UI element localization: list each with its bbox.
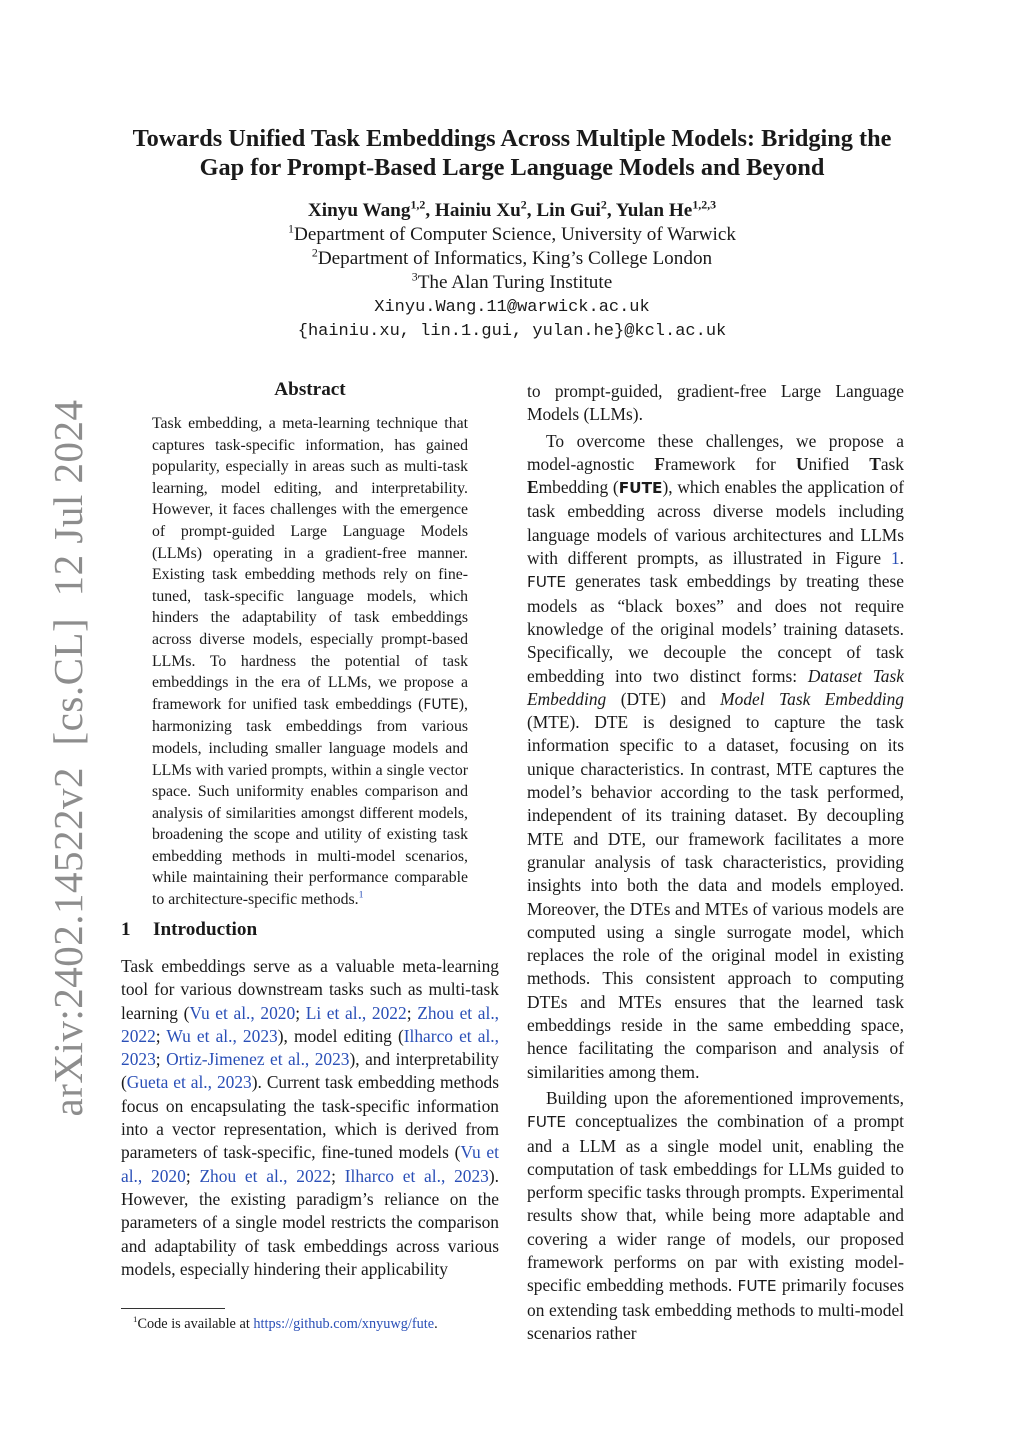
body-text: ), and interpretability ( [121,1049,499,1093]
footnote-divider [121,1308,225,1309]
section-title: Introduction [153,919,258,940]
body-text: generates task embeddings by treating these models as “black boxes” and does not require knowledge of the original models’ training datasets. Specifically, we decouple the concept of task embedding into two distinct forms: [527,571,904,686]
citation-separator: ; [185,1165,200,1186]
body-text: ). However, the existing paradigm’s reliance on the parameters of a single model restricts the comparison and adaptability of task embeddings across various models, especially hindering their applicability [121,1165,500,1279]
footnote [133,1314,513,1334]
body-text: ). Current task embedding methods focus on encapsulating the task-specific information into a vector representation, which is derived from parameters of task-specific, fine-tuned models ( [121,1072,499,1163]
paragraph [527,380,904,427]
code-repository-link[interactable]: https://github.com/xnyuwg/fute [253,1316,435,1332]
citation-link[interactable]: Ortiz-Jimenez et al., 2023 [166,1049,350,1070]
citation-link[interactable]: Ilharco et al., 2023 [121,1025,499,1070]
body-text: Building upon the aforementioned improvements, [546,1087,904,1108]
abstract-body [152,413,468,911]
abstract-heading: Abstract [274,379,346,400]
body-text: . [899,548,904,569]
footnote-number: 1 [133,1314,138,1325]
footnote-text: . [434,1316,438,1332]
acronym-letter: T [869,453,881,474]
author-name: Xinyu Wang [307,200,411,221]
acronym-letter: U [795,453,809,474]
body-text: primarily focuses on extending task embedding methods to multi-model scenarios rather [527,1275,904,1343]
citation-separator: ; [406,1002,418,1023]
introduction-paragraph [121,955,499,1281]
author-affiliation-mark: 1,2,3 [692,197,717,212]
body-text: mbedding ( [538,477,619,498]
author-separator: , [526,200,537,221]
title-line-1: Towards Unified Task Embeddings Across Multiple Models: Bridging the [132,125,892,152]
author-list [100,199,924,223]
citation-link[interactable]: Ilharco et al., 2023 [344,1165,489,1186]
body-text: (DTE) and [606,688,721,709]
citation-separator: ; [331,1165,345,1186]
affiliation-2 [100,247,924,271]
citation-link[interactable]: Zhou et al., 2022 [199,1165,332,1186]
affiliation-text: The Alan Turing Institute [417,272,613,293]
body-text: nified [808,453,870,474]
citation-link[interactable]: Li et al., 2022 [305,1002,407,1023]
section-number: 1 [121,919,131,940]
paper-title [100,125,924,182]
author-separator: , [425,200,435,221]
citation-separator: ; [155,1049,167,1070]
abstract-text: ), harmonizing task embeddings from various models, including smaller language models and LLMs with varied prompts, within a single vector space. Such uniformity enables comparison and analysis of similarities amongst different models, broadening the scope and utility of existing task embedding methods in multi-model scenarios, while maintaining their performance comparable to architecture-specific methods. [152,695,468,909]
abstract-text: Task embedding, a meta-learning technique that captures task-specific information, has gained popularity, especially in areas such as multi-task learning, model editing, and interpretability. However, it faces challenges with the emergence of prompt-guided Large Language Models (LLMs) operating in a gradient-free manner. Existing task embedding methods rely on fine-tuned, task-specific language models, which hinders the adaptability of task embeddings across diverse models, especially prompt-based LLMs. To hardness the potential of task embeddings in the era of LLMs, we propose a framework for unified task embeddings ( [152,415,468,713]
affiliation-text: Department of Informatics, King’s College London [317,248,713,269]
email-1: Xinyu.Wang.11@warwick.ac.uk [374,298,650,317]
body-text: ), which enables the application of task embedding across diverse models including language models of various architectures and LLMs with different prompts, as illustrated in Figure [527,477,904,569]
author-separator: , [606,200,616,221]
title-line-2: Gap for Prompt-Based Large Language Models and Beyond [199,153,825,181]
body-text: to prompt-guided, gradient-free Large Language Models (LLMs). [527,381,904,425]
arxiv-identifier: arXiv:2402.14522v2 [cs.CL] 12 Jul 2024 [45,399,91,1117]
term-dte: Dataset Task Embedding [527,665,904,709]
fute-acronym: FUTE [618,479,663,498]
fute-acronym: FUTE [737,1277,777,1296]
acronym-letter: F [654,453,665,474]
author-name: Hainiu Xu [434,200,521,221]
citation-link[interactable]: Zhou et al., 2022 [121,1002,500,1046]
body-text: Task embeddings serve as a valuable meta-learning tool for various downstream tasks such as multi-task learning ( [121,956,499,1023]
body-text: ask [880,453,904,474]
citation-link[interactable]: Vu et al., 2020 [121,1142,499,1186]
affiliation-1 [100,223,924,247]
paragraph [527,1087,904,1345]
citation-separator: ; [155,1025,167,1046]
author-name: Lin Gui [536,200,601,221]
paragraph [527,430,904,1084]
section-heading-introduction [121,918,257,942]
fute-acronym: FUTE [527,573,567,592]
author-affiliation-mark: 1,2 [410,197,426,212]
author-name: Yulan He [615,200,693,221]
body-text: To overcome these challenges, we propose a model-agnostic [527,430,904,474]
author-affiliation-mark: 2 [600,197,607,212]
author-affiliation-mark: 2 [520,197,527,212]
term-mte: Model Task Embedding [720,688,905,709]
citation-separator: ; [295,1002,306,1023]
footnote-text: Code is available at [137,1316,254,1332]
right-column-text [527,380,904,1345]
body-text: ramework for [664,453,796,474]
affiliation-mark: 3 [411,269,418,284]
body-text: conceptualizes the combination of a prompt and a LLM as a single model unit, enabling the computation of task embeddings for LLMs guided to perform specific tasks through prompts. Experimental results show that, while being more adaptable and covering a wider range of models, our proposed framework performs on par with existing model-specific embedding methods. [527,1111,904,1296]
email-2: {hainiu.xu, lin.1.gui, yulan.he}@kcl.ac.uk [297,322,727,341]
body-text: ), model editing ( [277,1025,404,1046]
affiliation-text: Department of Computer Science, University of Warwick [294,224,736,245]
citation-link[interactable]: Vu et al., 2020 [189,1002,296,1023]
acronym-letter: E [527,477,539,498]
fute-acronym: FUTE [527,1113,567,1132]
citation-link[interactable]: Gueta et al., 2023 [126,1072,252,1093]
body-text: (MTE). DTE is designed to capture the task information specific to a dataset, focusing on its unique characteristics. In contrast, MTE captures the model’s behavior according to the task performed, independent of its training dataset. By decoupling MTE and DTE, our framework facilitates a more granular analysis of task characteristics, providing insights into both the data and models employed. Moreover, the DTEs and MTEs of various models are computed using a single surrogate model, which replaces the role of the original model in existing methods. This consistent approach to computing DTEs and MTEs ensures that the learned task embeddings reside in the same embedding space, hence facilitating the comparison and analysis of similarities among them. [527,712,904,1082]
affiliation-mark: 1 [288,221,294,236]
affiliation-3 [100,271,924,295]
footnote-mark-link[interactable]: 1 [358,889,364,901]
affiliation-mark: 2 [311,245,318,260]
figure-reference-link[interactable]: 1 [890,548,900,569]
fute-acronym: FUTE [423,696,459,713]
citation-link[interactable]: Wu et al., 2023 [166,1025,278,1046]
